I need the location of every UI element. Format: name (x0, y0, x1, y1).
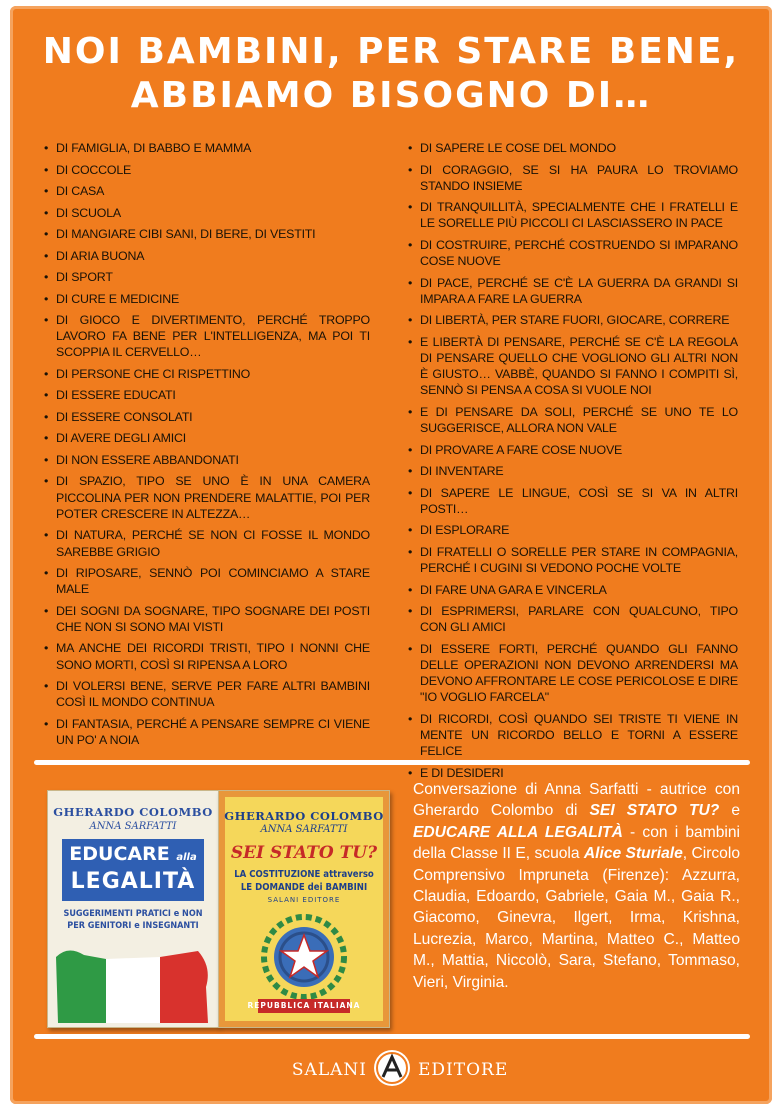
list-item: • E DI DESIDERI (408, 765, 738, 781)
list-item: • DI ESSERE EDUCATI (44, 387, 370, 403)
list-item: • DI RIPOSARE, SENNÒ POI COMINCIAMO A STARE MALE (44, 565, 370, 597)
list-item: • DI FARE UNA GARA E VINCERLA (408, 582, 738, 598)
list-item: • DI COCCOLE (44, 162, 370, 178)
book-title-line-1: EDUCARE alla (69, 843, 197, 865)
list-item: • DEI SOGNI DA SOGNARE, TIPO SOGNARE DEI POSTI CHE NON SI SONO MAI VISTI (44, 603, 370, 635)
title-line-1: NOI BAMBINI, PER STARE BENE, (42, 31, 740, 72)
list-item: • DI FAMIGLIA, DI BABBO E MAMMA (44, 140, 370, 156)
book-tagline-1: SUGGERIMENTI PRATICI e NON (63, 909, 203, 919)
list-item: • DI GIOCO E DIVERTIMENTO, PERCHÉ TROPPO LAVORO FA BENE PER L'INTELLIGENZA, MA POI TI SCOPPIA IL CERVELLO… (44, 312, 370, 361)
book-title-line-2: LEGALITÀ (70, 869, 196, 894)
list-item: • DI INVENTARE (408, 463, 738, 479)
book-title: SEI STATO TU? (230, 843, 378, 863)
book-cover-educare (47, 790, 219, 1028)
needs-list-right (408, 140, 738, 786)
list-item: • DI ESSERE CONSOLATI (44, 409, 370, 425)
book-subtitle-2: LE DOMANDE dei BAMBINI (240, 882, 368, 893)
list-item: • DI ESPRIMERSI, PARLARE CON QUALCUNO, TIPO CON GLI AMICI (408, 603, 738, 635)
list-item: • DI LIBERTÀ, PER STARE FUORI, GIOCARE, CORRERE (408, 312, 738, 328)
list-item: • DI CURE E MEDICINE (44, 291, 370, 307)
list-item: • DI ESSERE FORTI, PERCHÉ QUANDO GLI FANNO DELLE OPERAZIONI NON DEVONO ARRENDERSI MA DEVONO AFFRONTARE LE COSE PERICOLOSE E DIRE "IO VOGLIO FARCELA" (408, 641, 738, 706)
italian-flag-illustration (48, 937, 218, 1027)
list-item: • DI SCUOLA (44, 205, 370, 221)
publisher-name-left: SALANI (291, 1060, 367, 1080)
book-coauthor: ANNA SARFATTI (260, 824, 348, 835)
list-item: • DI PERSONE CHE CI RISPETTINO (44, 366, 370, 382)
list-item: • DI SAPERE LE LINGUE, COSÌ SE SI VA IN ALTRI POSTI… (408, 485, 738, 517)
list-item: • DI SPAZIO, TIPO SE UNO È IN UNA CAMERA PICCOLINA PER NON PRENDERE MALATTIE, POI PER POTER CRESCERE IN ALTEZZA… (44, 473, 370, 522)
divider-top (34, 760, 750, 765)
book-publisher: SALANI EDITORE (267, 896, 341, 904)
publisher-footer (0, 1046, 782, 1090)
school-name: Alice Sturiale (583, 845, 683, 863)
list-item: • DI VOLERSI BENE, SERVE PER FARE ALTRI BAMBINI COSÌ IL MONDO CONTINUA (44, 678, 370, 710)
list-item: • DI CORAGGIO, SE SI HA PAURA LO TROVIAMO STANDO INSIEME (408, 162, 738, 194)
list-item: • DI MANGIARE CIBI SANI, DI BERE, DI VESTITI (44, 226, 370, 242)
book-tagline-2: PER GENITORI e INSEGNANTI (67, 921, 199, 931)
list-item: • MA ANCHE DEI RICORDI TRISTI, TIPO I NONNI CHE SONO MORTI, COSÌ SI RIPENSA A LORO (44, 640, 370, 672)
list-item: • DI NATURA, PERCHÉ SE NON CI FOSSE IL MONDO SAREBBE GRIGIO (44, 527, 370, 559)
list-item: • DI FRATELLI O SORELLE PER STARE IN COMPAGNIA, PERCHÉ I CUGINI SI VEDONO POCHE VOLTE (408, 544, 738, 576)
book-title-ref: EDUCARE ALLA LEGALITÀ (413, 823, 623, 841)
list-item: • DI TRANQUILLITÀ, SPECIALMENTE CHE I FRATELLI E LE SORELLE PIÙ PICCOLI CI LASCIASSERO IN PACE (408, 199, 738, 231)
publisher-name-right: EDITORE (418, 1060, 509, 1080)
page-title (0, 30, 782, 118)
book-coauthor: ANNA SARFATTI (89, 821, 177, 832)
list-item: • DI FANTASIA, PERCHÉ A PENSARE SEMPRE CI VIENE UN PO' A NOIA (44, 716, 370, 748)
list-item: • DI ARIA BUONA (44, 248, 370, 264)
list-item: • DI AVERE DEGLI AMICI (44, 430, 370, 446)
divider-bottom (34, 1034, 750, 1039)
book-author: GHERARDO COLOMBO (224, 809, 384, 823)
list-item: • DI CASA (44, 183, 370, 199)
book-title-ref: SEI STATO TU? (589, 802, 720, 820)
needs-list-left (44, 140, 370, 754)
list-item: • E DI PENSARE DA SOLI, PERCHÉ SE UNO TE LO SUGGERISCE, ALLORA NON VALE (408, 404, 738, 436)
book-subtitle-1: LA COSTITUZIONE attraverso (234, 869, 374, 880)
list-item: • DI SAPERE LE COSE DEL MONDO (408, 140, 738, 156)
title-line-2: ABBIAMO BISOGNO DI… (130, 75, 652, 116)
list-item: • DI RICORDI, COSÌ QUANDO SEI TRISTE TI VIENE IN MENTE UN RICORDO BELLO E TORNI A ESSERE FELICE (408, 711, 738, 760)
list-item: • DI PROVARE A FARE COSE NUOVE (408, 442, 738, 458)
list-item: • E LIBERTÀ DI PENSARE, PERCHÉ SE C'È LA REGOLA DI PENSARE QUELLO CHE VOGLIONO GLI ALTRI NON È GIUSTO… VABBÈ, QUANDO SI FANNO I COMPITI SÌ, SENNÒ SI PENSA A COSA SI VUOLE NOI (408, 334, 738, 399)
credits-text: Conversazione di Anna Sarfatti - autrice con Gherardo Colombo di SEI STATO TU? e EDUCARE ALLA LEGALITÀ - con i bambini della Classe II E, scuola Alice Sturiale, Circolo Comprensivo Impruneta (Firenze): Azzurra, Claudia, Edoardo, Gabriele, Gaia M., Gaia R., Giacomo, Ginevra, Ilgert, Irma, Krishna, Lucrezia, Marco, Martina, Matteo C., Matteo M., Mattia, Niccolò, Sara, Stefano, Tommaso, Vieri, Virginia. (413, 781, 741, 991)
list-item: • DI SPORT (44, 269, 370, 285)
salani-logo-icon (372, 1048, 412, 1088)
list-item: • DI ESPLORARE (408, 522, 738, 538)
list-item: • DI COSTRUIRE, PERCHÉ COSTRUENDO SI IMPARANO COSE NUOVE (408, 237, 738, 269)
list-item: • DI PACE, PERCHÉ SE C'È LA GUERRA DA GRANDI SI IMPARA A FARE LA GUERRA (408, 275, 738, 307)
book-cover-sei-stato-tu (218, 790, 390, 1028)
emblem-banner-text: REPUBBLICA ITALIANA (247, 1001, 361, 1010)
book-author: GHERARDO COLOMBO (53, 805, 213, 819)
list-item: • DI NON ESSERE ABBANDONATI (44, 452, 370, 468)
